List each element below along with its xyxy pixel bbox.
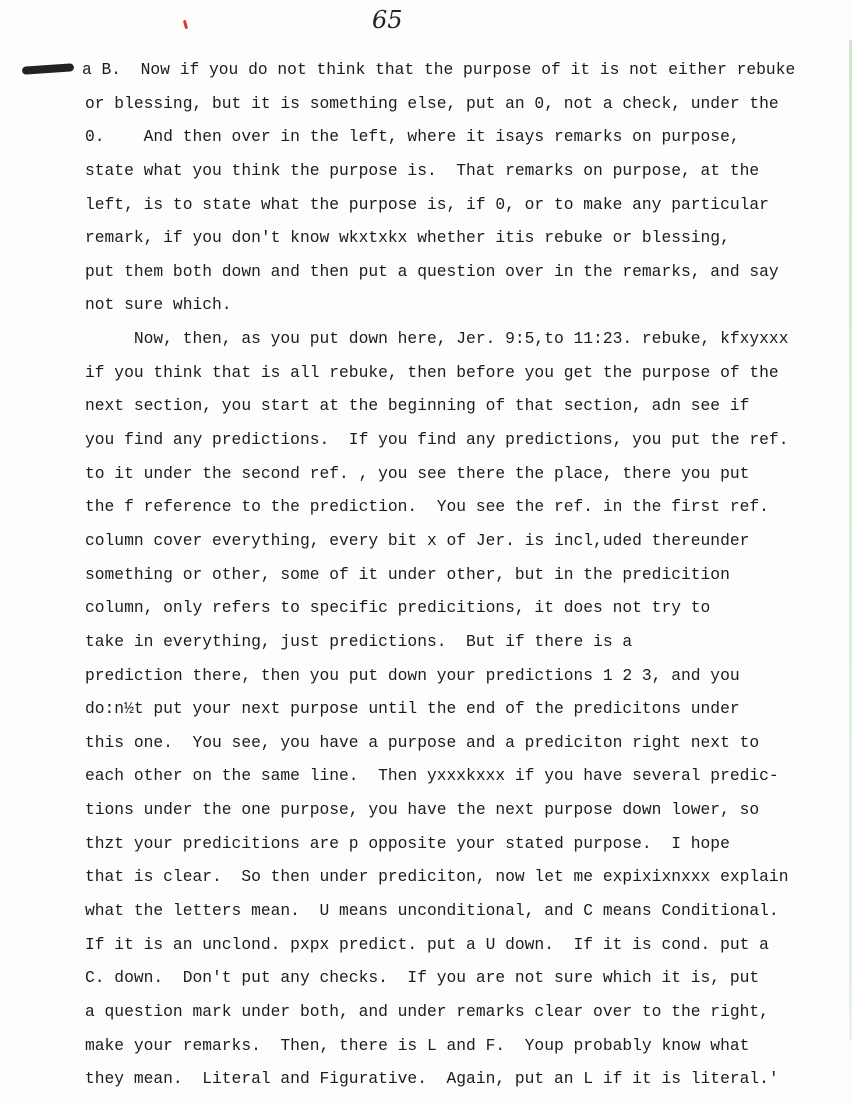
text-line: to it under the second ref. , you see there the place, there you put (85, 463, 750, 483)
text-line: something or other, some of it under other, but in the predicition (85, 564, 730, 584)
text-line: a question mark under both, and under remarks clear over to the right, (85, 1001, 769, 1021)
text-line: thzt your predicitions are p opposite your stated purpose. I hope (85, 833, 730, 853)
text-line: column, only refers to specific predicitions, it does not try to (85, 598, 711, 618)
text-line: Now, then, as you put down here, Jer. 9:5,to 11:23. rebuke, kfxyxxx (85, 329, 789, 349)
text-line: this one. You see, you have a purpose and a prediciton right next to (85, 732, 760, 752)
text-line: C. down. Don't put any checks. If you are not sure which it is, put (85, 968, 760, 988)
text-line: 0. And then over in the left, where it isays remarks on purpose, (85, 127, 740, 147)
text-line: state what you think the purpose is. That remarks on purpose, at the (85, 160, 760, 180)
text-line: if you think that is all rebuke, then before you get the purpose of the (85, 362, 779, 382)
red-ink-mark (183, 20, 188, 29)
text-line: put them both down and then put a question over in the remarks, and say (85, 261, 779, 281)
text-line: each other on the same line. Then yxxxkxxx if you have several predic- (85, 766, 779, 786)
text-line: that is clear. So then under prediciton, now let me expixixnxxx explain (85, 867, 789, 887)
text-line: or blessing, but it is something else, put an 0, not a check, under the (85, 93, 779, 113)
text-line: remark, if you don't know wkxtxkx whether itis rebuke or blessing, (85, 228, 730, 248)
text-line: a B. Now if you do not think that the purpose of it is not either rebuke (82, 60, 796, 79)
text-line: not sure which. (85, 295, 232, 315)
page-number: 65 (372, 6, 403, 34)
text-line: you find any predictions. If you find any predictions, you put the ref. (85, 430, 789, 450)
text-line: column cover everything, every bit x of Jer. is incl,uded thereunder (85, 530, 750, 550)
text-line: take in everything, just predictions. But if there is a (85, 631, 633, 651)
text-line: prediction there, then you put down your predictions 1 2 3, and you (85, 665, 740, 685)
text-line: what the letters mean. U means unconditional, and C means Conditional. (85, 901, 779, 921)
text-line: tions under the one purpose, you have the next purpose down lower, so (85, 800, 760, 820)
text-line: do:n½t put your next purpose until the end of the predicitons under (85, 699, 740, 719)
typewritten-body (82, 53, 796, 1096)
text-line: the f reference to the prediction. You see the ref. in the first ref. (85, 497, 769, 517)
text-line: make your remarks. Then, there is L and F. Youp probably know what (85, 1035, 750, 1055)
text-line: left, is to state what the purpose is, if 0, or to make any particular (85, 194, 769, 214)
text-line: If it is an unclond. pxpx predict. put a U down. If it is cond. put a (85, 934, 769, 954)
text-line: next section, you start at the beginning of that section, adn see if (85, 396, 750, 416)
struck-out-text (22, 63, 74, 75)
text-line: they mean. Literal and Figurative. Again, put an L if it is literal.' (85, 1069, 779, 1089)
